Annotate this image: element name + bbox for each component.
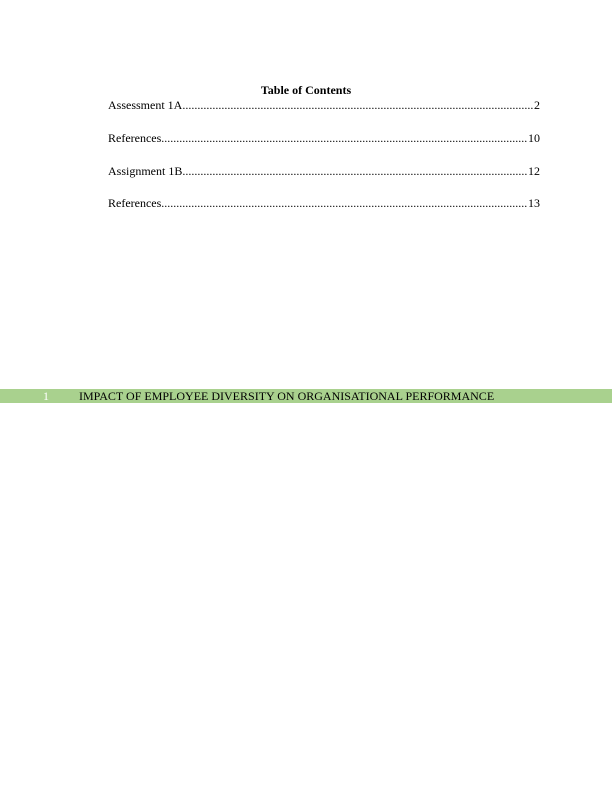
footer-page-number: 1: [43, 389, 49, 403]
toc-dot-leader: [161, 131, 528, 145]
toc-dot-leader: [182, 164, 528, 178]
toc-entry-page: 10: [528, 131, 540, 145]
toc-entry-page: 13: [528, 196, 540, 210]
toc-entry-assignment-1b[interactable]: [108, 164, 540, 178]
toc-entry-label: Assessment 1A: [108, 98, 183, 112]
toc-entry-assessment-1a[interactable]: [108, 98, 540, 112]
toc-entry-page: 12: [528, 164, 540, 178]
toc-entry-references-1[interactable]: [108, 131, 540, 145]
toc-entry-label: References: [108, 196, 162, 210]
footer-running-title: IMPACT OF EMPLOYEE DIVERSITY ON ORGANISATIONAL PERFORMANCE: [79, 389, 495, 403]
toc-entry-page: 2: [534, 98, 540, 112]
toc-dot-leader: [182, 98, 534, 112]
toc-entry-references-2[interactable]: [108, 196, 540, 210]
toc-entry-label: Assignment 1B: [108, 164, 183, 178]
toc-entry-label: References: [108, 131, 162, 145]
toc-title: Table of Contents: [260, 83, 352, 97]
toc-dot-leader: [161, 196, 528, 210]
footer-band: [0, 389, 612, 403]
